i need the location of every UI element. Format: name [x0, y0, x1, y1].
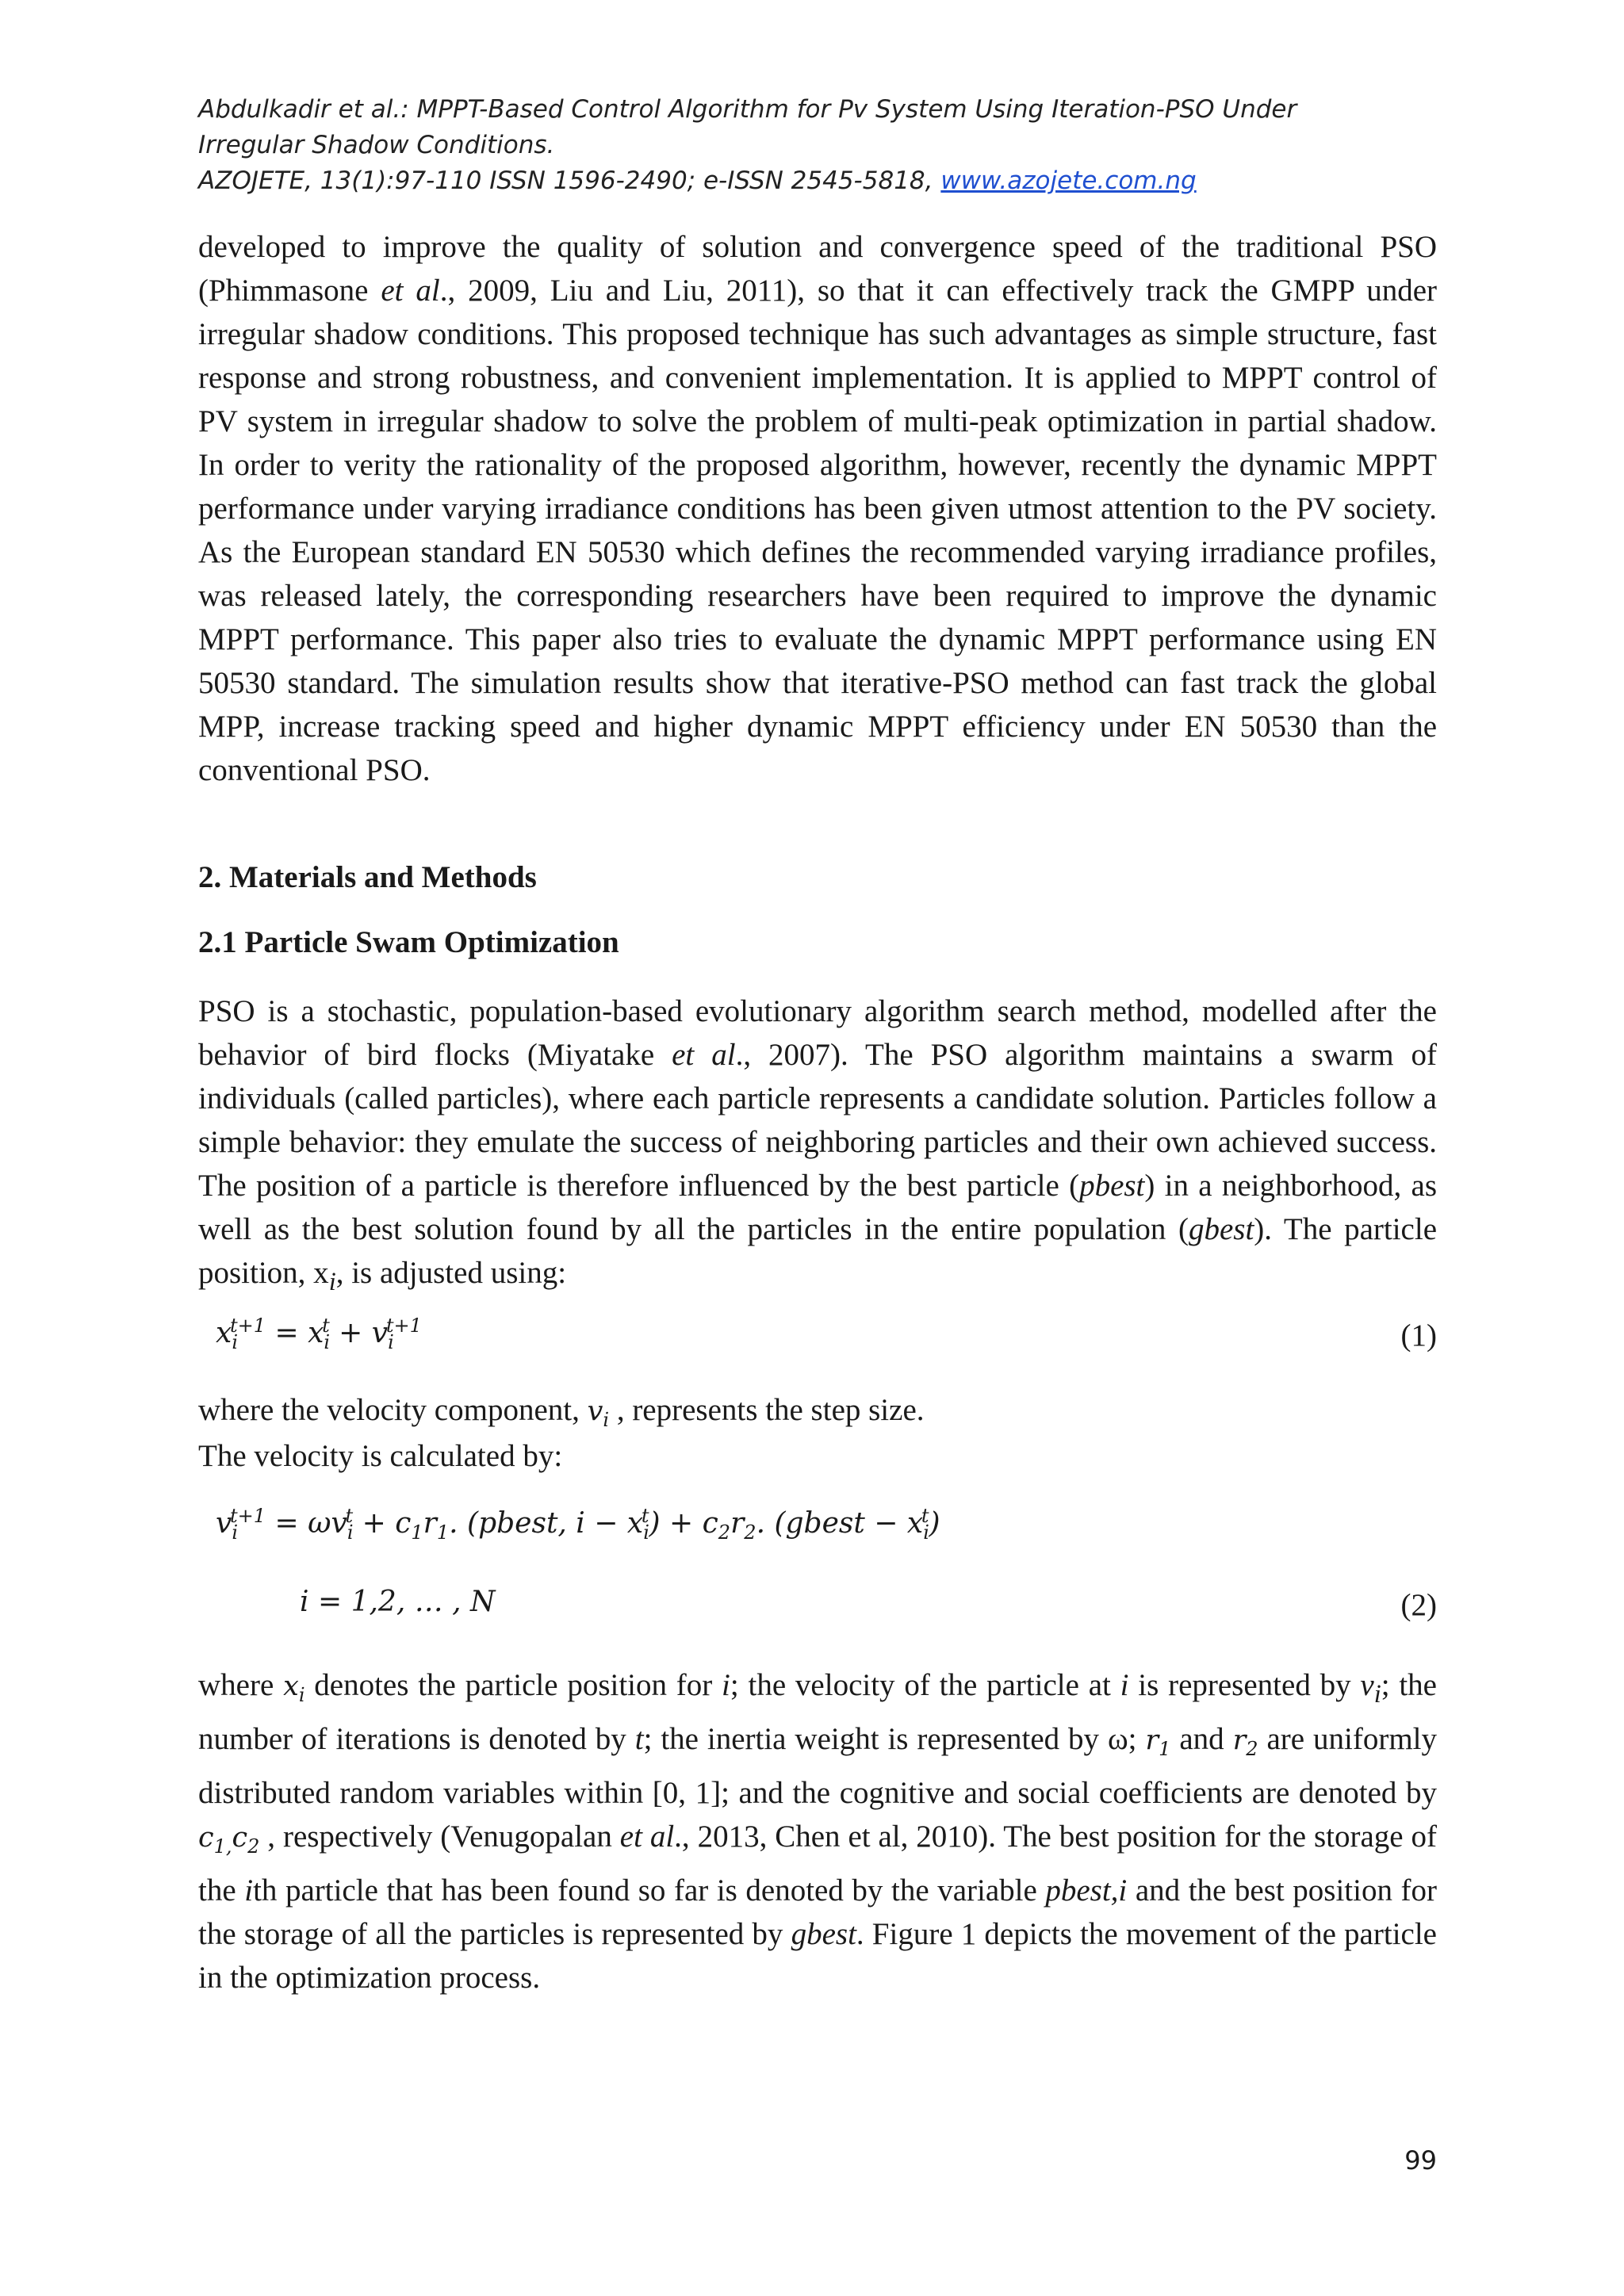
- subsection-heading: 2.1 Particle Swam Optimization: [198, 925, 619, 959]
- pso-paragraph: PSO is a stochastic, population-based evolutionary algorithm search method, modelled after the behavior of bird flocks (Miyatake et al., 2007). The PSO algorithm maintains a swarm of individuals (called particles), where each particle represents a candidate solution. Particles follow a simple behavior: they emulate the success of neighboring particles and their own achieved success. The position of a particle is therefore influenced by the best particle (pbest) in a neighborhood, as well as the best solution found by all the particles in the entire population (gbest). The particle position, $x_i$, is adjusted using:: [198, 994, 1437, 1296]
- header-line-1: Abdulkadir et al.: MPPT-Based Control Algorithm for Pv System Using Iteration-PSO Under: [198, 95, 1297, 124]
- equation-2: $v_i^{t+1} = \omega v_i^t + c_1r_1$. (pbest, $i - x_i^t) + c_2r_2$. (gbest − $x_i^t$): [216, 1505, 940, 1544]
- header-line-2: Irregular Shadow Conditions.: [198, 131, 555, 159]
- journal-citation: AZOJETE, 13(1):97-110 ISSN 1596-2490; e-ISSN 2545-5818,: [198, 166, 941, 195]
- variables-paragraph: where $x_i$ denotes the particle position for i; the velocity of the particle at i is represented by $v_i$; the number of iterations is denoted by t; the inertia weight is represented by ω; $r_1$ and $r_2$ are uniformly distributed random variables within [0, 1]; and the cognitive and social coefficients are denoted by $c_{1,}c_2$ , respectively (Venugopalan et al., 2013, Chen et al, 2010). The best position for the storage of the ith particle that has been found so far is denoted by the variable pbest,i and the best position for the storage of all the particles is represented by gbest. Figure 1 depicts the movement of the particle in the optimization process.: [198, 1668, 1438, 1995]
- equation-1-number: (1): [1400, 1318, 1437, 1353]
- equation-2-number: (2): [1400, 1588, 1437, 1622]
- intro-paragraph: developed to improve the quality of solution and convergence speed of the traditional PSO (Phimmasone et al., 2009, Liu and Liu, 2011), so that it can effectively track the GMPP under irregular shadow conditions. This proposed technique has such advantages as simple structure, fast response and strong robustness, and convenient implementation. It is applied to MPPT control of PV system in irregular shadow to solve the problem of multi-peak optimization in partial shadow. In order to verity the rationality of the proposed algorithm, however, recently the dynamic MPPT performance under varying irradiance conditions has been given utmost attention to the PV society. As the European standard EN 50530 which defines the recommended varying irradiance profiles, was released lately, the corresponding researchers have been required to improve the dynamic MPPT performance. This paper also tries to evaluate the dynamic MPPT performance using EN 50530 standard. The simulation results show that iterative-PSO method can fast track the global MPP, increase tracking speed and higher dynamic MPPT efficiency under EN 50530 than the conventional PSO.: [198, 230, 1437, 787]
- page-number: 99: [1404, 2145, 1437, 2175]
- header-line-3: [198, 163, 1435, 199]
- section-heading: 2. Materials and Methods: [198, 860, 537, 894]
- velocity-intro: where the velocity component, $v_i$ , represents the step size. The velocity is calculated by:: [198, 1393, 925, 1473]
- equation-2-index-range: i = 1,2, … , N: [300, 1586, 496, 1618]
- journal-website-link[interactable]: www.azojete.com.ng: [940, 166, 1197, 195]
- running-header: [198, 92, 1435, 199]
- equation-1: $x_i^{t+1} = x_i^t + v_i^{t+1}$: [216, 1314, 422, 1354]
